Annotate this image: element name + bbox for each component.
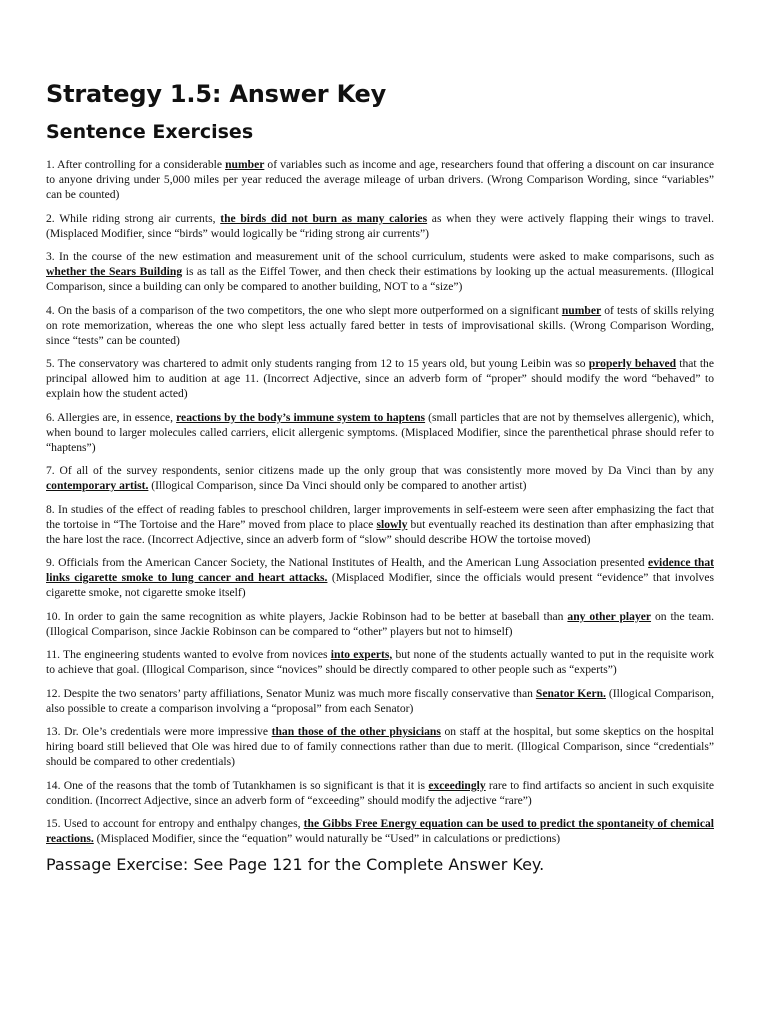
answer-phrase: any other player — [567, 609, 652, 623]
answer-key-page — [46, 80, 714, 874]
item-text-before: 11. The engineering students wanted to evolve from novices — [46, 648, 331, 661]
item-text-after: (Misplaced Modifier, since the officials would present “evidence” that involves cigarette smoke, not cigarette smoke itself) — [46, 571, 715, 599]
item-text-after: on the team. (Illogical Comparison, since Jackie Robinson can be compared to “other” players but not to himself) — [46, 609, 714, 638]
section-heading-sentence-exercises: Sentence Exercises — [46, 121, 254, 143]
answer-phrase: reactions by the body’s immune system to haptens — [176, 410, 426, 424]
item-text-before: 15. Used to account for entropy and enthalpy changes, — [46, 817, 304, 830]
item-text-after: but none of the students actually wanted to put in the requisite work to achieve that goal. (Illogical Comparison, since “novices” should be directly compared to other people such as “experts”) — [46, 648, 714, 676]
exercise-item — [46, 356, 714, 401]
passage-exercise-note: Passage Exercise: See Page 121 for the Complete Answer Key. — [46, 854, 545, 874]
item-text-before: 2. While riding strong air currents, — [46, 211, 221, 225]
item-text-before: 1. After controlling for a considerable — [46, 158, 226, 171]
exercise-item — [46, 410, 714, 455]
exercise-item — [46, 778, 714, 808]
item-text-after: rare to find artifacts so ancient in such exquisite condition. (Incorrect Adjective, since an adverb form of “exceeding” should modify the adjective “rare”) — [46, 778, 714, 807]
item-text-after: as when they were actively flapping their wings to travel. (Misplaced Modifier, since “birds” would logically be “riding strong air currents”) — [46, 211, 714, 240]
item-text-before: 3. In the course of the new estimation and measurement unit of the school curriculum, students were asked to make comparisons, such as — [46, 250, 714, 263]
page-title: Strategy 1.5: Answer Key — [46, 80, 387, 108]
item-text-after: (small particles that are not by themselves allergenic), which, when bound to larger molecules called carriers, elicit allergenic symptoms. (Misplaced Modifier, since the parenthetical phrase should refer to “haptens”) — [46, 410, 714, 454]
sentence-exercise-list — [46, 157, 714, 846]
exercise-item — [46, 157, 714, 202]
item-text-before: 7. Of all of the survey respondents, senior citizens made up the only group that was consistently more moved by Da Vinci than by any — [46, 464, 714, 477]
exercise-item — [46, 609, 714, 639]
item-text-before: 12. Despite the two senators’ party affiliations, Senator Muniz was much more fiscally conservative than — [46, 686, 536, 700]
exercise-item — [46, 647, 714, 677]
answer-phrase: whether the Sears Building — [46, 265, 183, 278]
item-text-after: (Illogical Comparison, also possible to create a comparison involving a “proposal” from each Senator) — [46, 686, 714, 715]
answer-phrase: Senator Kern. — [535, 686, 606, 700]
item-text-before: 13. Dr. Ole’s credentials were more impressive — [46, 725, 272, 738]
exercise-item — [46, 463, 714, 493]
answer-phrase: properly behaved — [588, 357, 677, 370]
exercise-item — [46, 502, 714, 547]
answer-phrase: exceedingly — [428, 778, 486, 792]
answer-phrase: slowly — [376, 517, 408, 531]
answer-phrase: the Gibbs Free Energy equation can be used to predict the spontaneity of chemical reactions. — [46, 817, 714, 845]
item-text-before: 5. The conservatory was chartered to admit only students ranging from 12 to 15 years old, but young Leibin was so — [46, 357, 589, 370]
answer-phrase: number — [561, 303, 602, 317]
answer-phrase: the birds did not burn as many calories — [220, 211, 428, 225]
item-text-after: is as tall as the Eiffel Tower, and then check their estimations by looking up the actual measurements. (Illogical Comparison, since a building can only be compared to another building, NOT to a “size”) — [46, 265, 714, 293]
item-text-after: of variables such as income and age, researchers found that offering a discount on car insurance to anyone driving under 5,000 miles per year reduced the average mileage of urban drivers. (Wrong Comparison Wording, since “variables” can be counted) — [46, 158, 715, 201]
item-text-after: (Misplaced Modifier, since the “equation” would naturally be “Used” in calculations or predictions) — [93, 832, 561, 845]
answer-phrase: into experts, — [330, 648, 393, 661]
item-text-before: 9. Officials from the American Cancer Society, the National Institutes of Health, and the American Lung Association presented — [46, 556, 649, 569]
item-text-before: 4. On the basis of a comparison of the two competitors, the one who slept more outperformed on a significant — [46, 303, 562, 317]
item-text-after: that the principal allowed him to audition at age 11. (Incorrect Adjective, since an adverb form of “proper” should modify the word “behaved” to explain how the student acted) — [46, 357, 714, 400]
exercise-item — [46, 211, 714, 241]
item-text-after: on staff at the hospital, but some skeptics on the hospital hiring board still believed that Ole was hired due to of family connections rather than due to merit. (Illogical Comparison, since “credentials” should be compared to other credentials) — [46, 725, 714, 768]
item-text-after: but eventually reached its destination than after emphasizing that the hare lost the race. (Incorrect Adjective, since an adverb form of “slow” should describe HOW the tortoise moved) — [46, 517, 715, 546]
item-text-before: 10. In order to gain the same recognition as white players, Jackie Robinson had to be better at baseball than — [46, 609, 568, 623]
answer-phrase: number — [225, 158, 265, 171]
item-text-after: of tests of skills relying on rote memorization, whereas the one who slept less actually fared better in tests of improvisational skills. (Wrong Comparison Wording, since “tests” can be counted) — [46, 303, 714, 347]
answer-phrase: than those of the other physicians — [271, 725, 441, 738]
exercise-item — [46, 686, 714, 716]
answer-phrase: contemporary artist. — [46, 479, 149, 492]
exercise-item — [46, 724, 714, 769]
answer-phrase: evidence that links cigarette smoke to lung cancer and heart attacks. — [46, 556, 714, 584]
item-text-after: (Illogical Comparison, since Da Vinci should only be compared to another artist) — [148, 479, 527, 492]
exercise-item — [46, 249, 714, 294]
exercise-item — [46, 303, 714, 348]
item-text-before: 6. Allergies are, in essence, — [46, 410, 177, 424]
exercise-item — [46, 816, 714, 846]
item-text-before: 14. One of the reasons that the tomb of Tutankhamen is so significant is that it is — [46, 778, 429, 792]
item-text-before: 8. In studies of the effect of reading fables to preschool children, larger improvements in self-esteem were seen after emphasizing the fact that the tortoise in “The Tortoise and the Hare” moved from place to place — [46, 502, 714, 531]
exercise-item — [46, 555, 714, 600]
